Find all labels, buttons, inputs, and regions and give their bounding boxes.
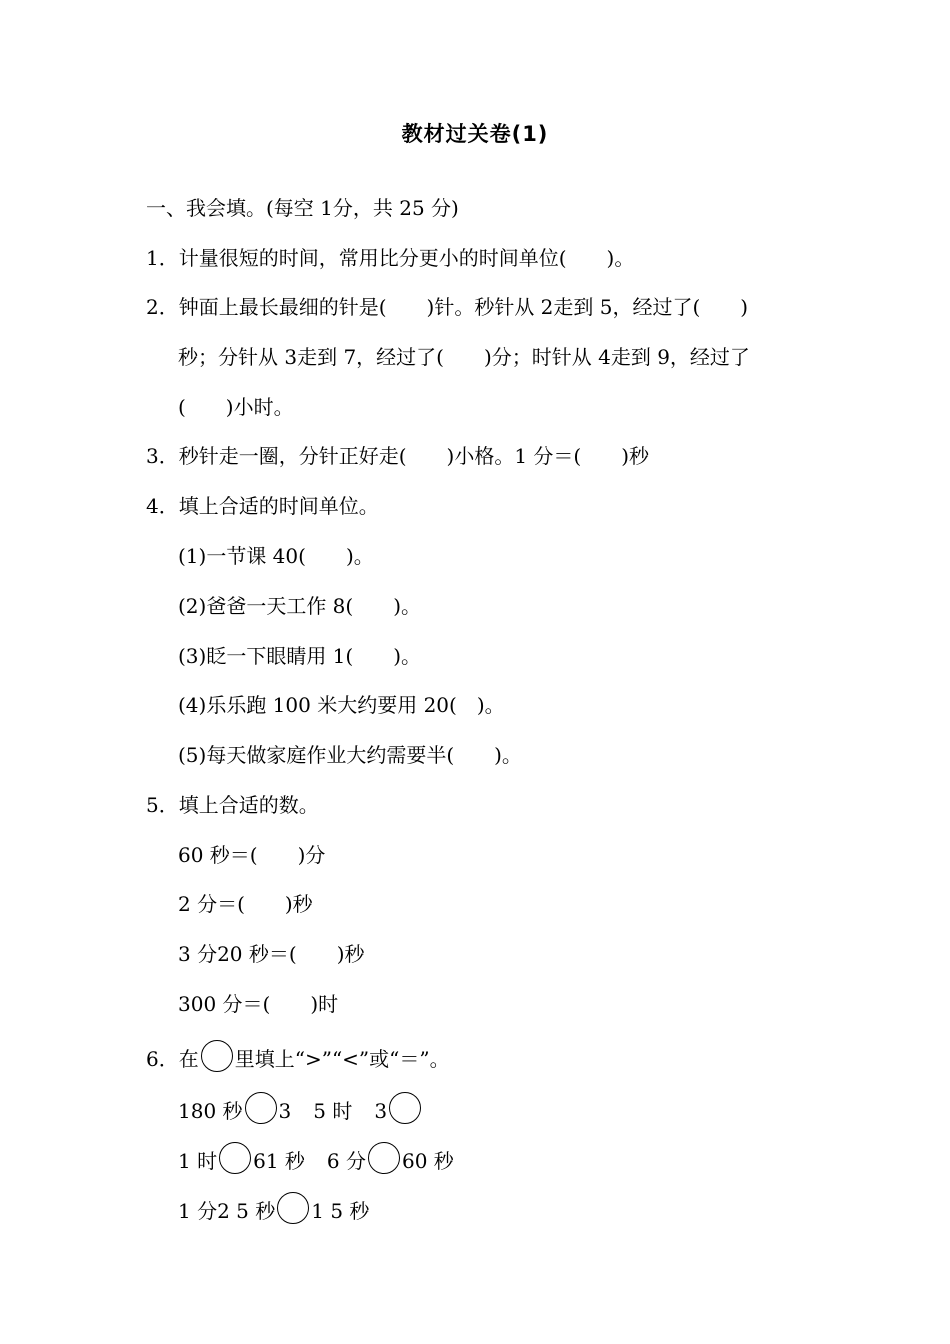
question-5-2: 2 分＝( )秒 — [178, 892, 313, 916]
compare-left: 1 分2 5 秒 — [178, 1199, 276, 1223]
question-2-line-2: 秒；分针从 3走到 7，经过了( )分；时针从 4走到 9，经过了 — [178, 345, 750, 369]
compare-row-1 — [178, 1092, 423, 1126]
compare-left: 1 时 — [178, 1149, 218, 1173]
compare-blank-4[interactable] — [368, 1142, 400, 1174]
compare-right: 3 — [374, 1099, 388, 1123]
compare-left: 180 秒 — [178, 1099, 243, 1123]
compare-row-3 — [178, 1192, 369, 1226]
question-4-3: (3)眨一下眼睛用 1( )。 — [178, 644, 422, 668]
compare-right: 1 5 秒 — [311, 1199, 370, 1223]
question-4: 4．填上合适的时间单位。 — [146, 494, 379, 518]
section-heading: 一、我会填。(每空 1分，共 25 分) — [146, 196, 459, 220]
question-4-5: (5)每天做家庭作业大约需要半( )。 — [178, 743, 522, 767]
compare-row-2 — [178, 1142, 454, 1176]
compare-circle-icon — [201, 1040, 233, 1072]
question-2-line-1: 2．钟面上最长最细的针是( )针。秒针从 2走到 5，经过了( ) — [146, 295, 749, 319]
question-4-2: (2)爸爸一天工作 8( )。 — [178, 594, 422, 618]
compare-right: 3 — [278, 1099, 292, 1123]
question-2-line-3: ( )小时。 — [178, 395, 294, 419]
question-4-1: (1)一节课 40( )。 — [178, 544, 374, 568]
question-4-4: (4)乐乐跑 100 米大约要用 20( )。 — [178, 693, 505, 717]
question-5-4: 300 分＝( )时 — [178, 992, 339, 1016]
question-6-suffix: 里填上“>”“<”或“＝”。 — [234, 1047, 450, 1071]
question-6 — [146, 1040, 450, 1074]
question-5-3: 3 分20 秒＝( )秒 — [178, 942, 365, 966]
compare-blank-3[interactable] — [219, 1142, 251, 1174]
compare-blank-5[interactable] — [277, 1192, 309, 1224]
question-3: 3．秒针走一圈，分针正好走( )小格。1 分＝( )秒 — [146, 444, 650, 468]
question-1: 1．计量很短的时间，常用比分更小的时间单位( )。 — [146, 246, 635, 270]
compare-right: 60 秒 — [402, 1149, 454, 1173]
compare-right: 61 秒 — [253, 1149, 305, 1173]
compare-blank-2[interactable] — [389, 1092, 421, 1124]
question-6-prefix: 6．在 — [146, 1047, 199, 1071]
page-title: 教材过关卷(1) — [401, 122, 549, 146]
compare-left: 6 分 — [326, 1149, 366, 1173]
compare-left: 5 时 — [313, 1099, 353, 1123]
question-5-1: 60 秒＝( )分 — [178, 843, 326, 867]
question-5: 5．填上合适的数。 — [146, 793, 319, 817]
compare-blank-1[interactable] — [245, 1092, 277, 1124]
